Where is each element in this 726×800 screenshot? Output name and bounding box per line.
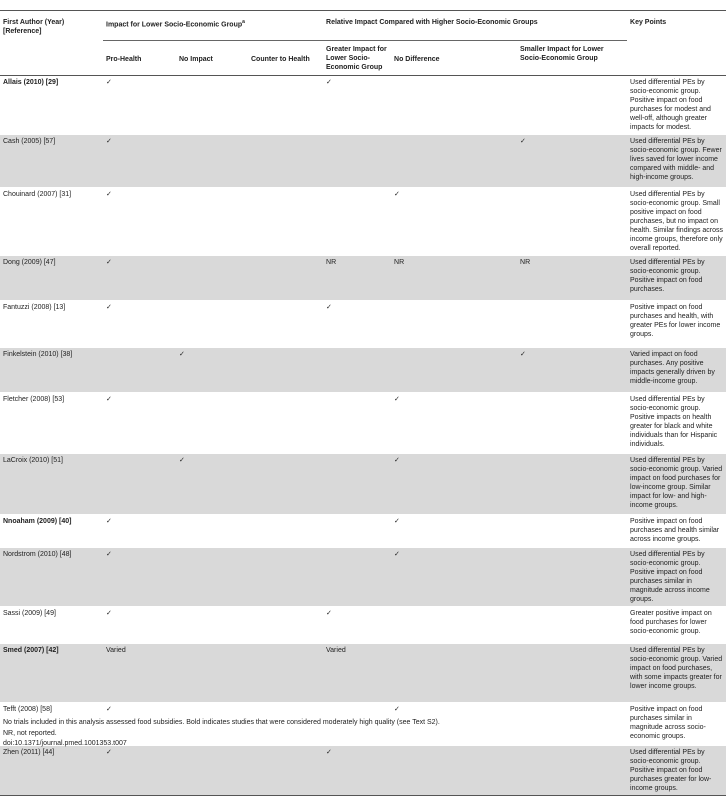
table-row (0, 256, 726, 301)
key-points-cell: Greater positive impact on food purchases for lower socio-economic group. (627, 607, 726, 644)
pro-health-cell (103, 454, 176, 515)
header-counter-health (248, 41, 323, 76)
author-cell: Smed (2007) [42] (0, 644, 103, 703)
pro-health-cell (103, 348, 176, 393)
no-difference-cell: ✓ (391, 548, 517, 607)
pro-health-cell: ✓ (103, 515, 176, 548)
counter-health-cell (248, 644, 323, 703)
smaller-impact-cell (517, 76, 627, 135)
footnote-nr: NR, not reported. (3, 730, 57, 737)
pro-health-cell: ✓ (103, 188, 176, 256)
header-no-impact (176, 41, 248, 76)
no-difference-cell (391, 301, 517, 348)
smaller-impact-cell (517, 301, 627, 348)
table-row (0, 644, 726, 703)
table-row (0, 301, 726, 348)
pro-health-cell: ✓ (103, 703, 176, 746)
table-row (0, 135, 726, 188)
smaller-impact-cell (517, 548, 627, 607)
header-no-difference-text: No Difference (394, 56, 440, 63)
greater-impact-cell (323, 348, 391, 393)
table-row (0, 76, 726, 135)
pro-health-cell: ✓ (103, 135, 176, 188)
author-cell: Nnoaham (2009) [40] (0, 515, 103, 548)
pro-health-cell: ✓ (103, 393, 176, 454)
author-cell: Nordstrom (2010) [48] (0, 548, 103, 607)
smaller-impact-cell: NR (517, 256, 627, 301)
greater-impact-cell: NR (323, 256, 391, 301)
key-points-cell: Used differential PEs by socio-economic group. Positive impact on food purchases greater for low-income groups. (627, 746, 726, 796)
no-impact-cell (176, 301, 248, 348)
pro-health-cell: ✓ (103, 548, 176, 607)
key-points-cell: Positive impact on food purchases and health, with greater PEs for lower income groups. (627, 301, 726, 348)
greater-impact-cell: Varied (323, 644, 391, 703)
no-impact-cell (176, 188, 248, 256)
greater-impact-cell: ✓ (323, 76, 391, 135)
key-points-cell: Used differential PEs by socio-economic group. Varied impact on food purchases for low-income group. Similar impact for low- and high-income groups. (627, 454, 726, 515)
header-pro-health (103, 41, 176, 76)
header-key-points: Key Points (627, 12, 726, 76)
smaller-impact-cell (517, 515, 627, 548)
no-difference-cell (391, 76, 517, 135)
header-counter-text: Counter to Health (251, 56, 310, 63)
greater-impact-cell (323, 135, 391, 188)
header-no-difference (391, 41, 517, 76)
no-difference-cell (391, 607, 517, 644)
greater-impact-cell (323, 548, 391, 607)
key-points-cell: Positive impact on food purchases and health similar across income groups. (627, 515, 726, 548)
author-cell: Zhen (2011) [44] (0, 746, 103, 796)
author-cell: Allais (2010) [29] (0, 76, 103, 135)
header-no-impact-text: No Impact (179, 56, 213, 63)
author-cell: Finkelstein (2010) [38] (0, 348, 103, 393)
header-smaller: Smaller Impact for Lower Socio-Economic Group (517, 41, 627, 76)
smaller-impact-cell (517, 746, 627, 796)
smaller-impact-cell (517, 703, 627, 746)
pro-health-cell: ✓ (103, 301, 176, 348)
header-author: First Author (Year) [Reference] (0, 12, 103, 76)
greater-impact-cell: ✓ (323, 301, 391, 348)
author-cell: Dong (2009) [47] (0, 256, 103, 301)
key-points-cell: Used differential PEs by socio-economic group. Positive impact on food purchases for modest and well-off, although greater impacts for modest. (627, 76, 726, 135)
no-impact-cell (176, 607, 248, 644)
pro-health-cell: ✓ (103, 76, 176, 135)
footnote-a: No trials included in this analysis assessed food subsidies. Bold indicates studies that were considered moderately high quality (see Text S2). (3, 719, 440, 726)
table-row (0, 607, 726, 644)
greater-impact-cell (323, 454, 391, 515)
greater-impact-cell (323, 393, 391, 454)
counter-health-cell (248, 76, 323, 135)
no-impact-cell: ✓ (176, 454, 248, 515)
smaller-impact-cell (517, 454, 627, 515)
results-table (0, 12, 726, 796)
key-points-cell: Used differential PEs by socio-economic group. Varied impact on food purchases, with some impacts greater for lower income groups. (627, 644, 726, 703)
table-row (0, 348, 726, 393)
counter-health-cell (248, 393, 323, 454)
counter-health-cell (248, 301, 323, 348)
key-points-cell: Positive impact on food purchases similar in magnitude across socio-economic groups. (627, 703, 726, 746)
smaller-impact-cell (517, 607, 627, 644)
smaller-impact-cell (517, 644, 627, 703)
counter-health-cell (248, 548, 323, 607)
smaller-impact-cell (517, 188, 627, 256)
top-rule (0, 10, 726, 11)
footnote-doi: doi:10.1371/journal.pmed.1001353.t007 (3, 740, 127, 747)
no-difference-cell: NR (391, 256, 517, 301)
greater-impact-cell (323, 515, 391, 548)
counter-health-cell (248, 348, 323, 393)
smaller-impact-cell: ✓ (517, 348, 627, 393)
no-impact-cell (176, 256, 248, 301)
author-cell: Fantuzzi (2008) [13] (0, 301, 103, 348)
key-points-cell: Varied impact on food purchases. Any positive impacts generally driven by middle-income group. (627, 348, 726, 393)
key-points-cell: Used differential PEs by socio-economic group. Positive impact on food purchases similar in magnitude across income groups. (627, 548, 726, 607)
key-points-cell: Used differential PEs by socio-economic group. Positive impact on food purchases. (627, 256, 726, 301)
no-impact-cell: ✓ (176, 348, 248, 393)
no-difference-cell: ✓ (391, 703, 517, 746)
author-cell: Fletcher (2008) [53] (0, 393, 103, 454)
pro-health-cell: Varied (103, 644, 176, 703)
table-row (0, 515, 726, 548)
no-impact-cell (176, 393, 248, 454)
counter-health-cell (248, 454, 323, 515)
smaller-impact-cell (517, 393, 627, 454)
no-difference-cell (391, 135, 517, 188)
no-difference-cell (391, 348, 517, 393)
table-row (0, 746, 726, 796)
pro-health-cell: ✓ (103, 607, 176, 644)
smaller-impact-cell: ✓ (517, 135, 627, 188)
no-impact-cell (176, 76, 248, 135)
no-difference-cell (391, 746, 517, 796)
header-greater: Greater Impact for Lower Socio-Economic Group (323, 41, 391, 76)
key-points-cell: Used differential PEs by socio-economic group. Positive impacts on health greater for black and white individuals than for Hispanic individuals. (627, 393, 726, 454)
pro-health-cell: ✓ (103, 256, 176, 301)
no-difference-cell (391, 644, 517, 703)
author-cell: Tefft (2008) [58] (0, 703, 103, 746)
counter-health-cell (248, 607, 323, 644)
header-pro-health-text: Pro-Health (106, 56, 142, 63)
table-row (0, 454, 726, 515)
counter-health-cell (248, 188, 323, 256)
no-difference-cell: ✓ (391, 454, 517, 515)
table-body (0, 76, 726, 796)
header-relative-group: Relative Impact Compared with Higher Socio-Economic Groups (323, 12, 627, 41)
pro-health-cell: ✓ (103, 746, 176, 796)
no-impact-cell (176, 746, 248, 796)
counter-health-cell (248, 515, 323, 548)
no-impact-cell (176, 135, 248, 188)
header-impact-group (103, 12, 323, 41)
author-cell: Chouinard (2007) [31] (0, 188, 103, 256)
counter-health-cell (248, 135, 323, 188)
greater-impact-cell: ✓ (323, 746, 391, 796)
no-impact-cell (176, 548, 248, 607)
key-points-cell: Used differential PEs by socio-economic group. Small positive impact on food purchases, but no impact on health. Similar findings across income groups, therefore only overall reported. (627, 188, 726, 256)
no-impact-cell (176, 644, 248, 703)
no-difference-cell: ✓ (391, 393, 517, 454)
header-impact-group-text: Impact for Lower Socio-Economic Group (106, 21, 243, 29)
author-cell: LaCroix (2010) [51] (0, 454, 103, 515)
greater-impact-cell (323, 188, 391, 256)
no-impact-cell (176, 515, 248, 548)
table-row (0, 188, 726, 256)
counter-health-cell (248, 256, 323, 301)
no-difference-cell: ✓ (391, 515, 517, 548)
table-row (0, 548, 726, 607)
author-cell: Sassi (2009) [49] (0, 607, 103, 644)
no-difference-cell: ✓ (391, 188, 517, 256)
header-impact-sup: a (242, 19, 245, 25)
counter-health-cell (248, 746, 323, 796)
author-cell: Cash (2005) [57] (0, 135, 103, 188)
greater-impact-cell: ✓ (323, 607, 391, 644)
key-points-cell: Used differential PEs by socio-economic group. Fewer lives saved for lower income compared with middle- and high-income groups. (627, 135, 726, 188)
table-row (0, 393, 726, 454)
